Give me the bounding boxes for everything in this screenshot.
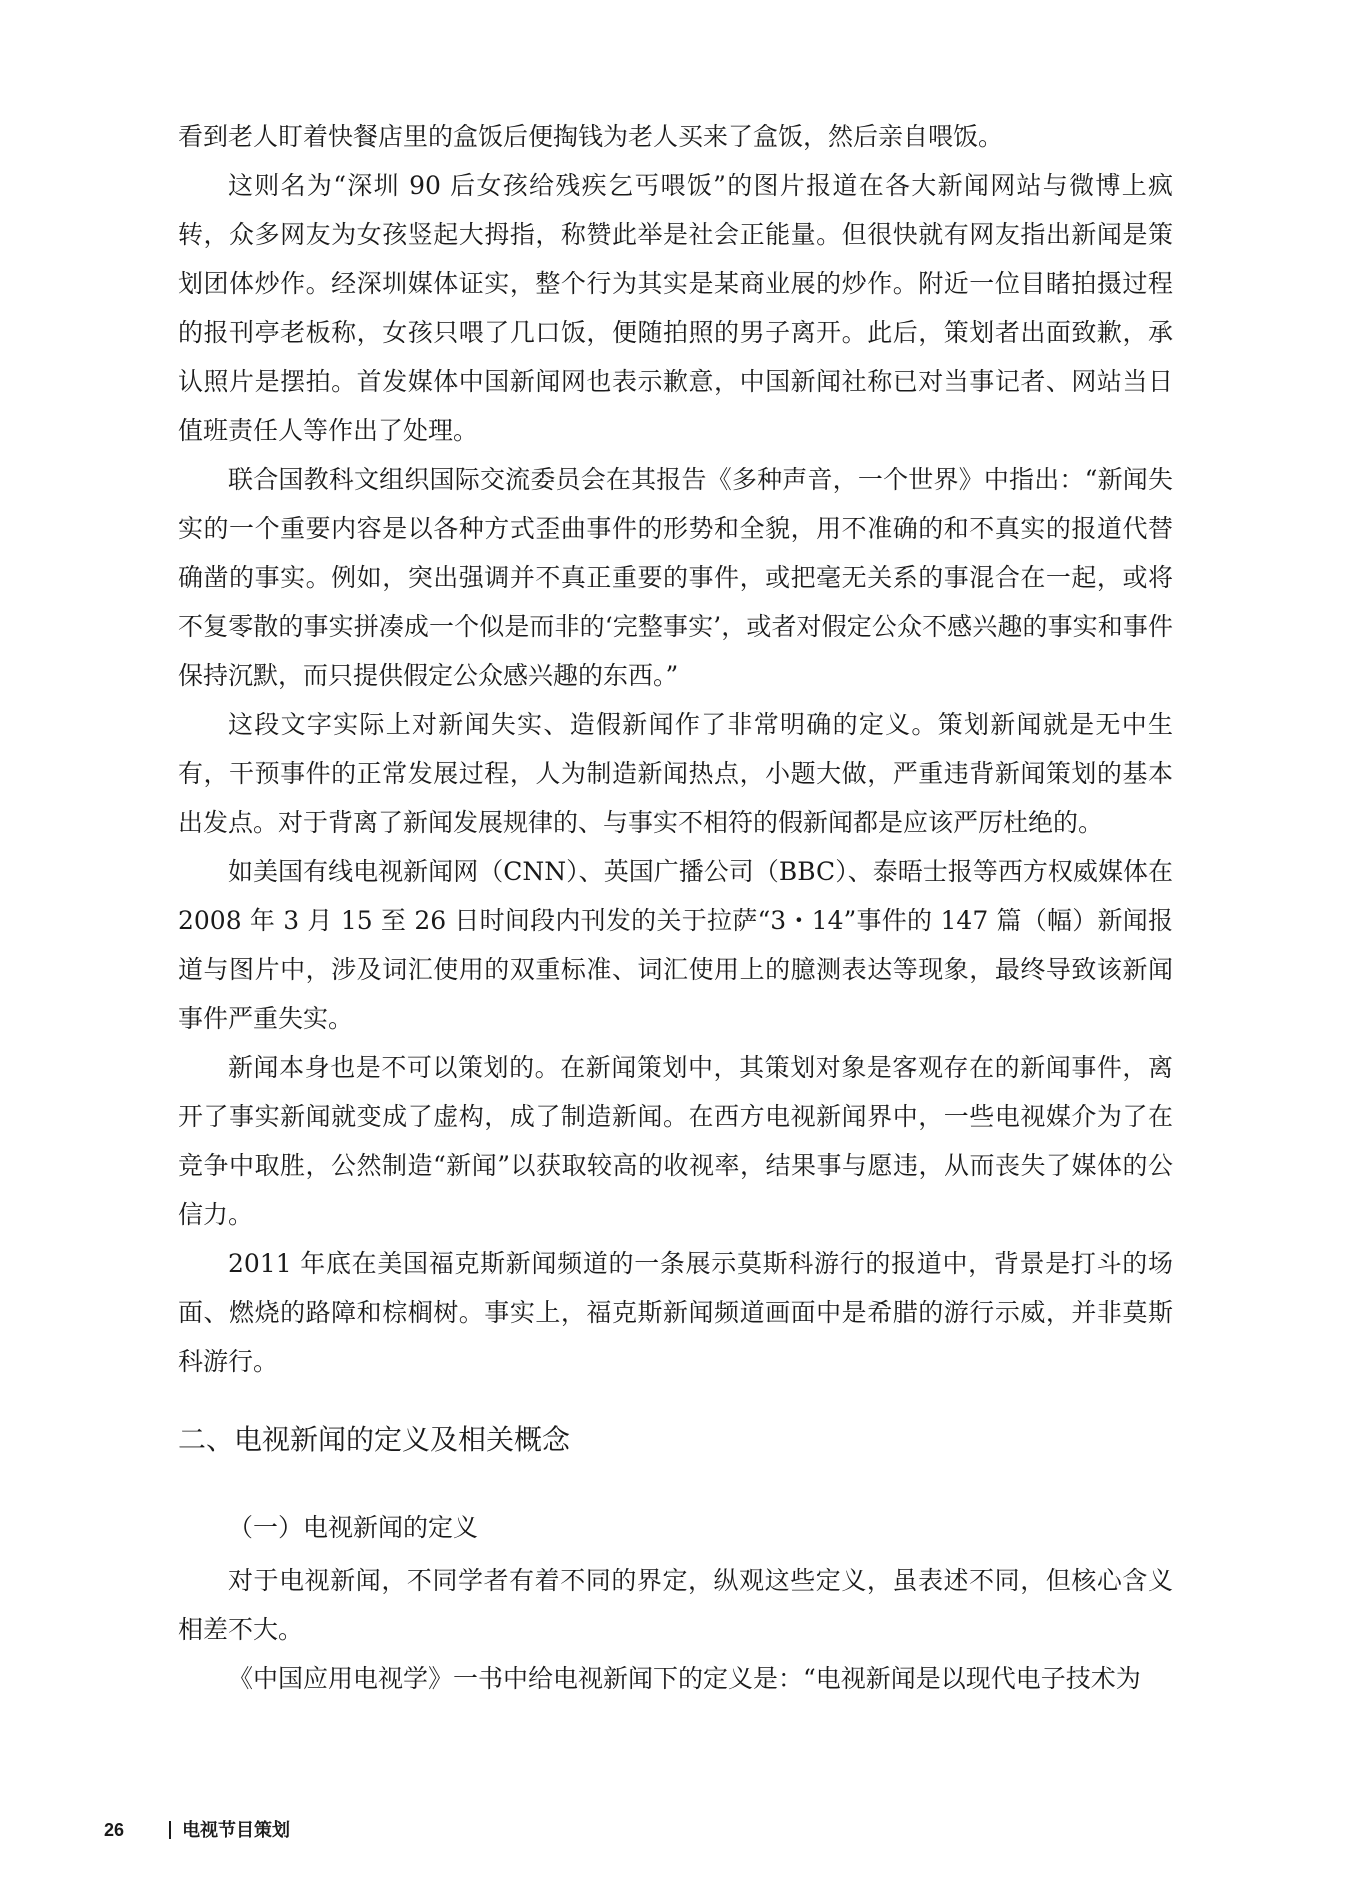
paragraph: 如美国有线电视新闻网（CNN）、英国广播公司（BBC）、泰晤士报等西方权威媒体在 2008 年 3 月 15 至 26 日时间段内刊发的关于拉萨“3・14”事件的 147 篇（幅）新闻报道与图片中，涉及词汇使用的双重标准、词汇使用上的臆测表达等现象，最终导致该新闻事件严重失实。 (178, 857, 1173, 1033)
paragraph: 《中国应用电视学》一书中给电视新闻下的定义是：“电视新闻是以现代电子技术为 (228, 1664, 1141, 1693)
paragraph: 2011 年底在美国福克斯新闻频道的一条展示莫斯科游行的报道中，背景是打斗的场面、燃烧的路障和棕榈树。事实上，福克斯新闻频道画面中是希腊的游行示威，并非莫斯科游行。 (178, 1249, 1173, 1376)
paragraph: 这则名为“深圳 90 后女孩给残疾乞丐喂饭”的图片报道在各大新闻网站与微博上疯转，众多网友为女孩竖起大拇指，称赞此举是社会正能量。但很快就有网友指出新闻是策划团体炒作。经深圳媒体证实，整个行为其实是某商业展的炒作。附近一位目睹拍摄过程的报刊亭老板称，女孩只喂了几口饭，便随拍照的男子离开。此后，策划者出面致歉，承认照片是摆拍。首发媒体中国新闻网也表示歉意，中国新闻社称已对当事记者、网站当日值班责任人等作出了处理。 (178, 171, 1173, 445)
section-heading: 二、电视新闻的定义及相关概念 (178, 1423, 571, 1456)
paragraph: 这段文字实际上对新闻失实、造假新闻作了非常明确的定义。策划新闻就是无中生有，干预事件的正常发展过程，人为制造新闻热点，小题大做，严重违背新闻策划的基本出发点。对于背离了新闻发展规律的、与事实不相符的假新闻都是应该严厉杜绝的。 (178, 710, 1173, 837)
paragraph: 看到老人盯着快餐店里的盒饭后便掏钱为老人买来了盒饭，然后亲自喂饭。 (178, 122, 1004, 151)
page-number: 26 (104, 1820, 125, 1840)
book-title: 电视节目策划 (182, 1820, 291, 1841)
page-footer (104, 1816, 290, 1842)
paragraph: 新闻本身也是不可以策划的。在新闻策划中，其策划对象是客观存在的新闻事件，离开了事实新闻就变成了虚构，成了制造新闻。在西方电视新闻界中，一些电视媒介为了在竞争中取胜，公然制造“新闻”以获取较高的收视率，结果事与愿违，从而丧失了媒体的公信力。 (178, 1053, 1173, 1229)
body-text (178, 112, 1173, 1386)
subsection-heading: （一）电视新闻的定义 (228, 1513, 479, 1542)
paragraph: 联合国教科文组织国际交流委员会在其报告《多种声音，一个世界》中指出：“新闻失实的一个重要内容是以各种方式歪曲事件的形势和全貌，用不准确的和不真实的报道代替确凿的事实。例如，突出强调并不真正重要的事件，或把毫无关系的事混合在一起，或将不复零散的事实拼凑成一个似是而非的‘完整事实’，或者对假定公众不感兴趣的事实和事件保持沉默，而只提供假定公众感兴趣的东西。” (178, 465, 1173, 690)
paragraph: 对于电视新闻，不同学者有着不同的界定，纵观这些定义，虽表述不同，但核心含义相差不大。 (178, 1566, 1173, 1644)
footer-divider (169, 1821, 171, 1839)
body-text-continued (178, 1556, 1173, 1703)
